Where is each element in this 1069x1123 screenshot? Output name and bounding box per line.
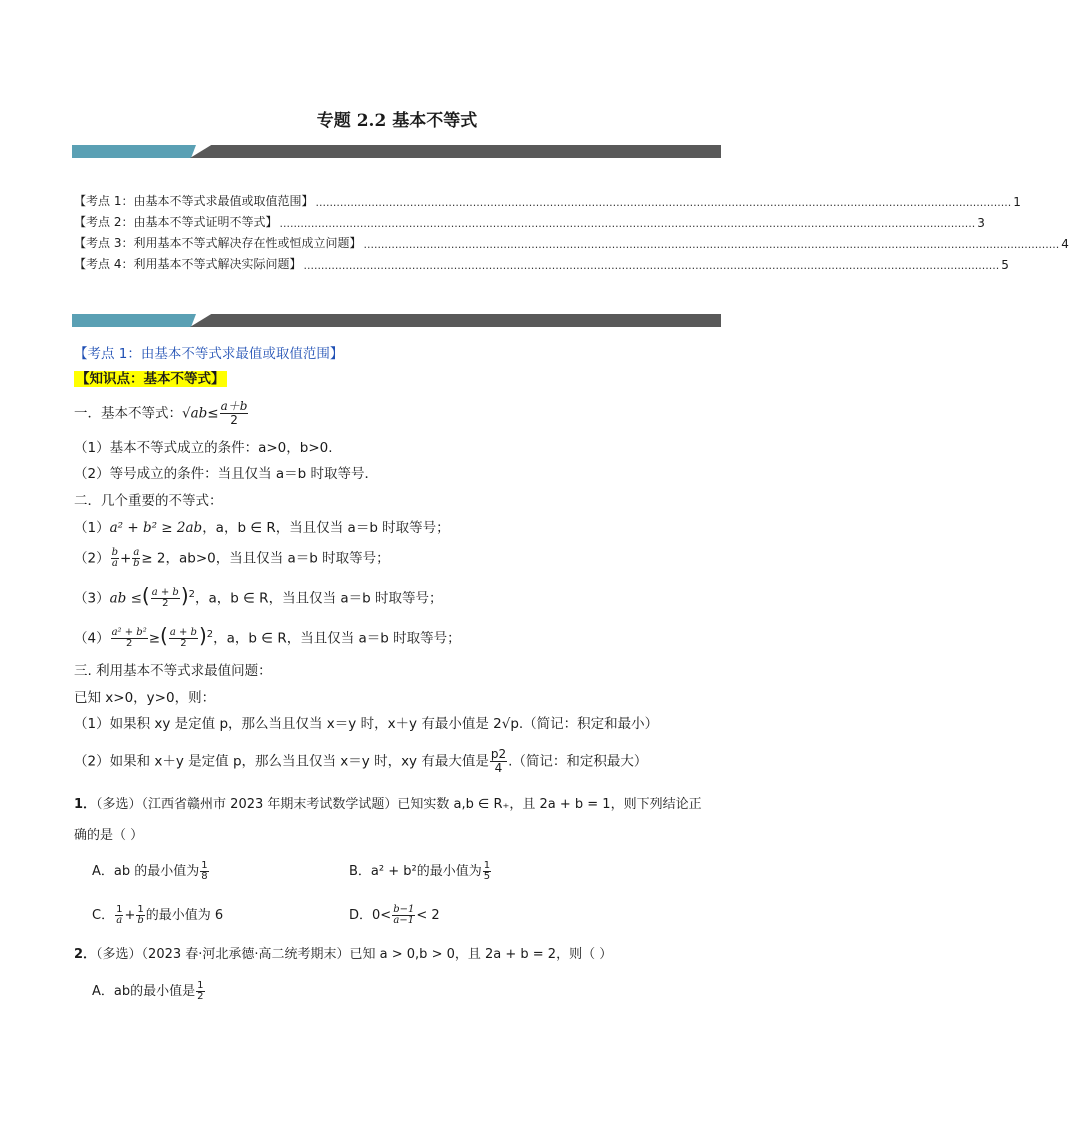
- question-1: 1．（多选）（江西省赣州市 2023 年期末考试数学试题）已知实数 a,b ∈ R₊，且 2a + b = 1，则下列结论正: [74, 797, 702, 812]
- rule-1: （1）如果积 xy 是定值 p，那么当且仅当 x＝y 时，x＋y 有最小值是 2√p.（简记：积定和最小）: [74, 716, 659, 732]
- toc-page: 1: [1013, 195, 1021, 209]
- condition-2: （2）等号成立的条件：当且仅当 a＝b 时取等号．: [74, 466, 379, 482]
- knowledge-highlight: 【知识点：基本不等式】: [76, 371, 225, 387]
- toc-item-1[interactable]: [74, 192, 1021, 209]
- toc-leader: .......................................................................................................................................................................................................: [303, 259, 1000, 272]
- condition-1: （1）基本不等式成立的条件：a>0，b>0.: [74, 440, 333, 456]
- question-2: 2．（多选）（2023 春·河北承德·高二统考期末）已知 a > 0,b > 0，且 2a + b = 2，则（ ）: [74, 947, 613, 962]
- q2-option-a[interactable]: A．ab的最小值是 $\frac{1}{2}$: [92, 980, 204, 1002]
- toc-page: 4: [1061, 237, 1069, 251]
- given-line: 已知 x>0，y>0，则：: [74, 690, 216, 706]
- text: 一．基本不等式：: [74, 405, 182, 422]
- math: √ab: [182, 405, 208, 422]
- q1-option-d[interactable]: D．0< $\frac{b-1}{a-1}$ < 2: [349, 904, 440, 926]
- page-title: 专题 2.2 基本不等式: [316, 111, 478, 131]
- math: ≤: [207, 405, 219, 422]
- inequality-3: （3）ab ≤( $\frac{a + b}{2}$ )$^2$，a，b ∈ R，当且仅当 a＝b 时取等号；: [74, 583, 443, 609]
- toc-page: 3: [977, 216, 985, 230]
- section-3-heading: 三. 利用基本不等式求最值问题：: [74, 663, 272, 679]
- inequality-4: （4） $\frac{\text{a² + b²}}{2}$ ≥( $\frac{a + b}{2}$ )$^2$，a，b ∈ R，当且仅当 a＝b 时取等号；: [74, 623, 461, 649]
- inequality-1: （1）a² + b² ≥ 2ab，a，b ∈ R，当且仅当 a＝b 时取等号；: [74, 520, 450, 536]
- toc-item-2[interactable]: [74, 213, 985, 230]
- header-band-bottom: [72, 314, 721, 327]
- toc-page: 5: [1001, 258, 1009, 272]
- toc-leader: .......................................................................................................................................................................................................: [363, 238, 1060, 251]
- fraction: $\frac{a+b}{2}$: [220, 399, 248, 427]
- q1-option-a[interactable]: A．ab 的最小值为 $\frac{1}{8}$: [92, 860, 208, 882]
- section-heading: 【考点 1：由基本不等式求最值或取值范围】: [74, 346, 344, 362]
- rule-2: （2）如果和 x＋y 是定值 p，那么当且仅当 x＝y 时，xy 有最大值是 $\frac{p2}{4}$ .（简记：和定积最大）: [74, 747, 648, 775]
- toc-item-3[interactable]: [74, 234, 1069, 251]
- toc-item-4[interactable]: [74, 255, 1009, 272]
- header-band-top: [72, 145, 721, 158]
- inequality-2: （2） $\frac{b}{a}$ + $\frac{a}{b}$ ≥ 2，ab>0，当且仅当 a＝b 时取等号；: [74, 547, 390, 569]
- toc-leader: .......................................................................................................................................................................................................: [279, 217, 976, 230]
- toc-label: 【考点 3：利用基本不等式解决存在性或恒成立问题】: [74, 236, 362, 250]
- knowledge-label: [74, 369, 227, 389]
- q1-option-c[interactable]: C． $\frac{1}{a}$ + $\frac{1}{b}$ 的最小值为 6: [92, 904, 224, 926]
- q1-option-b[interactable]: B．a² + b²的最小值为 $\frac{1}{5}$: [349, 860, 491, 882]
- toc-label: 【考点 2：由基本不等式证明不等式】: [74, 215, 278, 229]
- toc-leader: .......................................................................................................................................................................................................: [315, 196, 1012, 209]
- toc-label: 【考点 4：利用基本不等式解决实际问题】: [74, 257, 302, 271]
- question-1-cont: 确的是（ ）: [74, 828, 144, 843]
- section-2-heading: 二．几个重要的不等式：: [74, 493, 223, 509]
- basic-inequality-line: [74, 400, 249, 427]
- toc-label: 【考点 1：由基本不等式求最值或取值范围】: [74, 194, 314, 208]
